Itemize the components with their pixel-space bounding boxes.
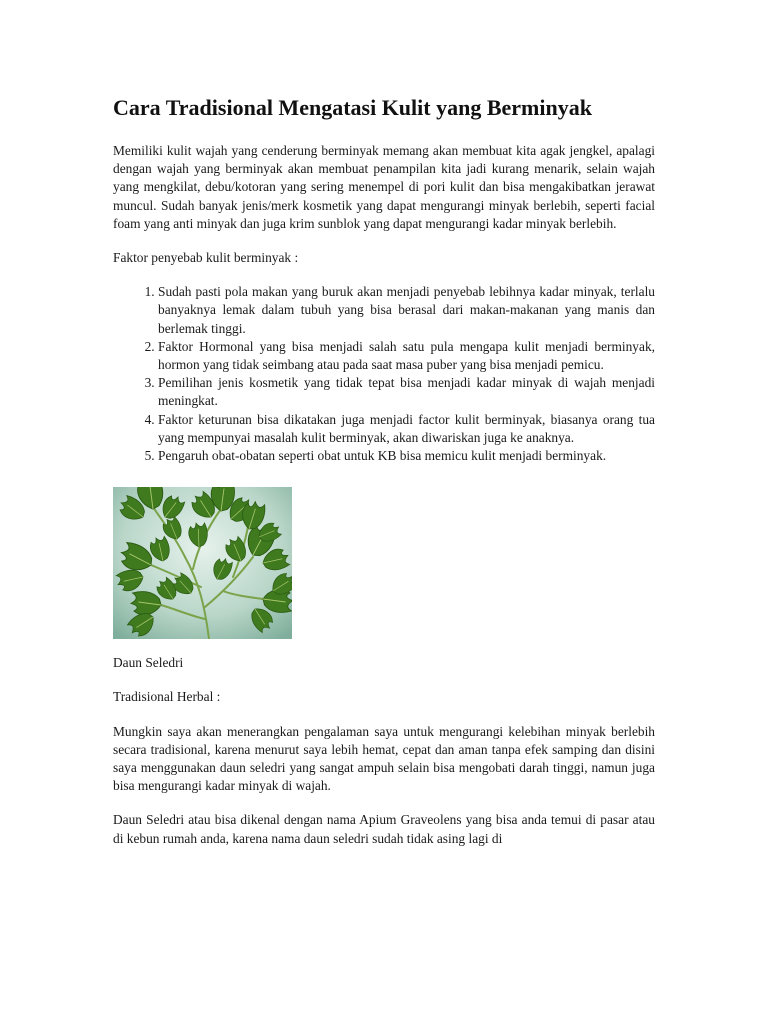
list-item: 3. Pemilihan jenis kosmetik yang tidak tepat bisa menjadi kadar minyak di wajah menjadi meningkat. <box>158 374 655 410</box>
document-title: Cara Tradisional Mengatasi Kulit yang Berminyak <box>113 95 592 120</box>
celery-paragraph: Daun Seledri atau bisa dikenal dengan nama Apium Graveolens yang bisa anda temui di pasar atau di kebun rumah anda, karena nama daun seledri sudah tidak asing lagi di <box>113 812 655 846</box>
celery-leaf-image <box>113 487 292 639</box>
herbal-paragraph: Mungkin saya akan menerangkan pengalaman saya untuk mengurangi kelebihan minyak berlebih secara tradisional, karena menurut saya lebih hemat, cepat dan aman tanpa efek samping dan disini saya menggunakan daun seledri yang sangat ampuh selain bisa mengobati darah tinggi, namun juga bisa mengurangi kadar minyak di wajah. <box>113 723 655 794</box>
list-item: 2. Faktor Hormonal yang bisa menjadi salah satu pula mengapa kulit menjadi berminyak, hormon yang tidak seimbang atau pada saat masa puber yang bisa menjadi pemicu. <box>158 338 655 374</box>
list-item: 4. Faktor keturunan bisa dikatakan juga menjadi factor kulit berminyak, biasanya orang tua yang mempunyai masalah kulit berminyak, akan diwariskan juga ke anaknya. <box>158 411 655 447</box>
factors-heading: Faktor penyebab kulit berminyak : <box>113 250 299 266</box>
list-item: 5. Pengaruh obat-obatan seperti obat untuk KB bisa memicu kulit menjadi berminyak. <box>158 447 655 465</box>
document-body <box>113 94 655 848</box>
list-item: 1. Sudah pasti pola makan yang buruk akan menjadi penyebab lebihnya kadar minyak, terlalu banyaknya lemak dalam tubuh yang bisa berasal dari makan-makanan yang manis dan berlemak tinggi. <box>158 283 655 338</box>
image-caption: Daun Seledri <box>113 655 184 671</box>
intro-paragraph: Memiliki kulit wajah yang cenderung berminyak memang akan membuat kita agak jengkel, apalagi dengan wajah yang berminyak akan membuat penampilan kita jadi kurang menarik, selain wajah yang mengkilat, debu/kotoran yang sering menempel di pori kulit dan bisa mengakibatkan jerawat muncul. Sudah banyak jenis/merk kosmetik yang dapat mengurangi minyak berlebih, seperti facial foam yang anti minyak dan juga krim sunblok yang dapat mengurangi kadar minyak berlebih. <box>113 143 655 231</box>
factors-list <box>113 283 655 465</box>
herbal-heading: Tradisional Herbal : <box>113 689 221 705</box>
